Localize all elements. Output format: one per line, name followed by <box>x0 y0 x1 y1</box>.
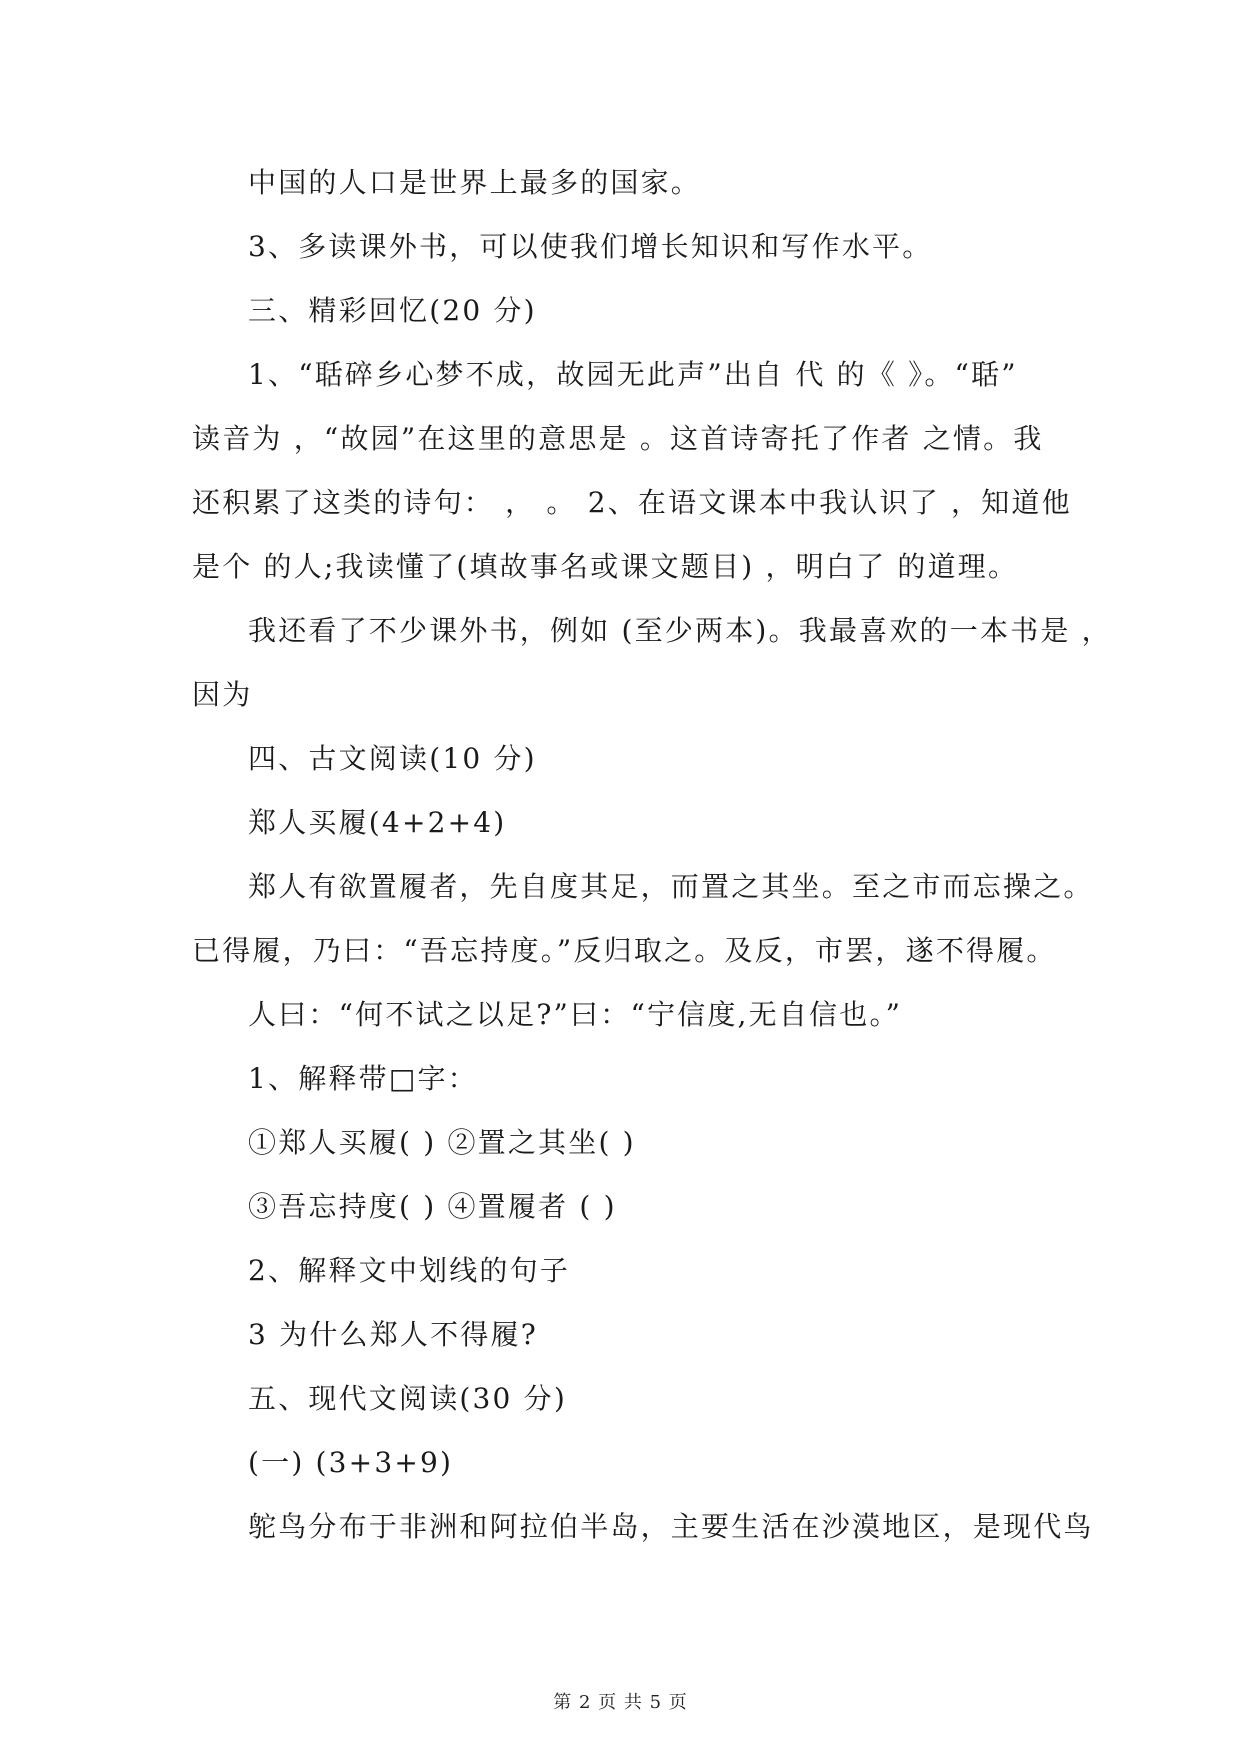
text-line: 鸵鸟分布于非洲和阿拉伯半岛，主要生活在沙漠地区，是现代鸟 <box>248 1510 1094 1543</box>
text-line: 人曰：“何不试之以足?”曰：“宁信度,无自信也。” <box>248 998 903 1031</box>
text-line: 读音为 ，“故园”在这里的意思是 。这首诗寄托了作者 之情。我 <box>192 422 1044 455</box>
question-line: 3 为什么郑人不得履? <box>248 1318 538 1351</box>
text-line: 3、多读课外书，可以使我们增长知识和写作水平。 <box>248 230 933 263</box>
text-line: 因为 <box>192 678 253 711</box>
section-heading: 三、精彩回忆(20 分) <box>248 294 537 327</box>
question-line: 2、解释文中划线的句子 <box>248 1254 571 1287</box>
text-line: 1、“聒碎乡心梦不成，故园无此声”出自 代 的《 》。“聒” <box>248 358 1018 391</box>
passage-title: 郑人买履(4+2+4) <box>248 806 507 839</box>
section-heading: 四、古文阅读(10 分) <box>248 742 537 775</box>
question-line: ③吾忘持度( ) ④置履者 ( ) <box>248 1190 617 1223</box>
question-line: ①郑人买履( ) ②置之其坐( ) <box>248 1126 636 1159</box>
text-line: 是个 的人;我读懂了(填故事名或课文题目) ，明白了 的道理。 <box>192 550 1019 583</box>
text-line: 还积累了这类的诗句： ， 。 2、在语文课本中我认识了 ，知道他 <box>192 486 1072 519</box>
page-footer: 第 2 页 共 5 页 <box>553 1692 688 1713</box>
text-line: 中国的人口是世界上最多的国家。 <box>248 166 702 199</box>
section-heading: 五、现代文阅读(30 分) <box>248 1382 567 1415</box>
text-line: 我还看了不少课外书，例如 (至少两本)。我最喜欢的一本书是 ， <box>248 614 1112 647</box>
text-line: 郑人有欲置履者，先自度其足，而置之其坐。至之市而忘操之。 <box>248 870 1094 903</box>
question-line: 1、解释带□字： <box>248 1062 478 1095</box>
text-line: 已得履，乃曰：“吾忘持度。”反归取之。及反，市罢，遂不得履。 <box>192 934 1057 967</box>
subsection-heading: (一) (3+3+9) <box>248 1446 454 1479</box>
